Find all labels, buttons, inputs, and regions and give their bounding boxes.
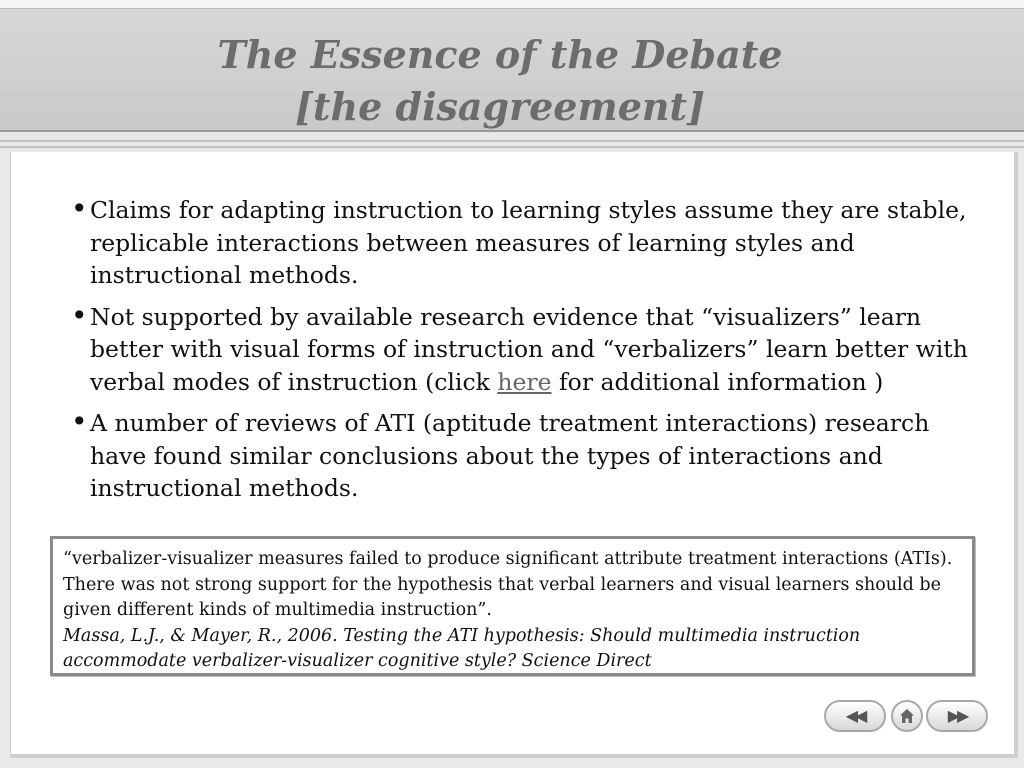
quote-citation: Massa, L.J., & Mayer, R., 2006. Testing the ATI hypothesis: Should multimedia instruction accommodate verbalizer-visualizer cognitive style? Science Direct: [63, 625, 861, 671]
quote-text: “verbalizer-visualizer measures failed to produce significant attribute treatment interactions (ATIs). There was not strong support for the hypothesis that verbal learners and visual learners should be given different kinds of multimedia instruction”.: [63, 549, 953, 620]
bullet-text: for additional information ): [551, 367, 884, 396]
previous-slide-button[interactable]: [824, 700, 886, 732]
bullet-item: [62, 298, 992, 399]
home-icon: [898, 707, 916, 725]
slide-title: The Essence of the Debate: [217, 32, 783, 77]
home-button[interactable]: [891, 700, 923, 732]
bullet-text: Not supported by available research evidence that “visualizers” learn better with visual forms of instruction and “verbalizers” learn better with verbal modes of instruction (click: [90, 302, 968, 396]
bullet-item: [62, 407, 992, 505]
bullet-list: [62, 194, 992, 514]
divider: [0, 146, 1024, 148]
slide-subtitle: [the disagreement]: [294, 84, 706, 129]
here-link[interactable]: here: [497, 367, 552, 396]
next-slide-button[interactable]: [926, 700, 988, 732]
bullet-dot-icon: •: [71, 298, 88, 332]
title-bar: [0, 8, 1024, 132]
bullet-dot-icon: •: [71, 192, 88, 225]
rewind-icon: ◀◀: [845, 706, 865, 725]
quote-box: [50, 536, 975, 676]
top-strip: [0, 0, 1024, 8]
bullet-dot-icon: •: [71, 405, 88, 438]
bullet-text: Claims for adapting instruction to learning styles assume they are stable, replicable interactions between measures of learning styles and instructional methods.: [90, 196, 967, 289]
fast-forward-icon: ▶▶: [947, 706, 967, 725]
divider: [0, 140, 1024, 142]
bullet-item: [62, 194, 992, 292]
bullet-text: A number of reviews of ATI (aptitude treatment interactions) research have found similar conclusions about the types of interactions and instructional methods.: [90, 409, 930, 502]
